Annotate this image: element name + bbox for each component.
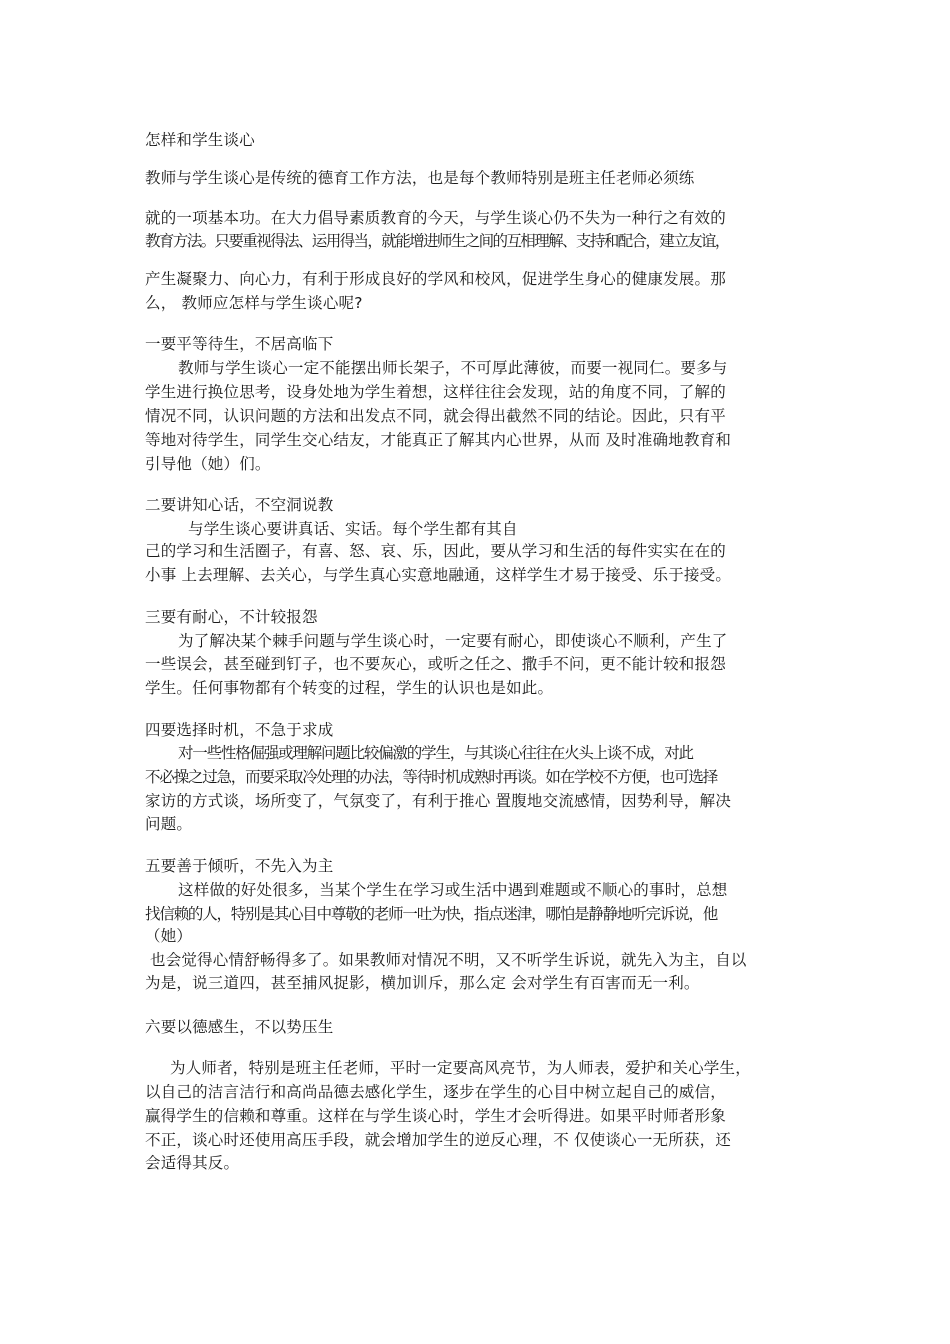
section-heading: 二要讲知心话，不空洞说教 (145, 496, 334, 514)
section-line: 一些误会，甚至碰到钉子，也不要灰心，或听之任之、撒手不问，更不能计较和报怨 (145, 655, 726, 673)
section-line: 引导他（她）们。 (145, 455, 271, 473)
section-line: 小事 上去理解、去关心，与学生真心实意地融通，这样学生才易于接受、乐于接受。 (145, 566, 732, 584)
section-line: 与学生谈心要讲真话、实话。每个学生都有其自 (188, 520, 518, 538)
section-line: 也会觉得心情舒畅得多了。如果教师对情况不明，又不听学生诉说，就先入为主，自以 (150, 951, 747, 969)
section-line: 以自己的洁言洁行和高尚品德去感化学生，逐步在学生的心目中树立起自己的威信， (145, 1083, 726, 1101)
page-title: 怎样和学生谈心 (145, 131, 255, 149)
section-line: 不必操之过急，而要采取冷处理的办法，等待时机成熟时再谈。如在学校不方便，也可选择 (145, 768, 718, 786)
section-line: 会适得其反。 (145, 1154, 240, 1172)
intro-line: 产生凝聚力、向心力，有利于形成良好的学风和校风，促进学生身心的健康发展。那 (145, 270, 726, 288)
section-line: 为人师者，特别是班主任老师，平时一定要高风亮节，为人师表，爱护和关心学生， (170, 1059, 751, 1077)
section-line: 学生进行换位思考，设身处地为学生着想，这样往往会发现，站的角度不同，了解的 (145, 383, 726, 401)
intro-line: 么， 教师应怎样与学生谈心呢? (145, 294, 363, 312)
intro-line: 教育方法。只要重视得法、运用得当，就能增进师生之间的互相理解、支持和配合，建立友谊， (145, 232, 729, 250)
section-heading: 六要以德感生，不以势压生 (145, 1018, 334, 1036)
section-line: 教师与学生谈心一定不能摆出师长架子，不可厚此薄彼，而要一视同仁。要多与 (178, 359, 728, 377)
section-line: 家访的方式谈，场所变了，气氛变了，有利于推心 置腹地交流感情，因势利导，解决 (145, 792, 732, 810)
section-heading: 五要善于倾听，不先入为主 (145, 857, 334, 875)
section-line: 不正，谈心时还使用高压手段，就会增加学生的逆反心理，不 仅使谈心一无所获，还 (145, 1131, 732, 1149)
section-line: 学生。任何事物都有个转变的过程，学生的认识也是如此。 (145, 679, 554, 697)
section-heading: 一要平等待生，不居高临下 (145, 335, 334, 353)
section-line: 等地对待学生，同学生交心结友，才能真正了解其内心世界，从而 及时准确地教育和 (145, 431, 732, 449)
section-line: 为了解决某个棘手问题与学生谈心时，一定要有耐心，即使谈心不顺利，产生了 (178, 632, 728, 650)
section-heading: 四要选择时机，不急于求成 (145, 721, 334, 739)
section-line: 己的学习和生活圈子，有喜、怒、哀、乐，因此，要从学习和生活的每件实实在在的 (145, 542, 726, 560)
section-line: 情况不同，认识问题的方法和出发点不同，就会得出截然不同的结论。因此，只有平 (145, 407, 726, 425)
section-line: 为是，说三道四，甚至捕风捉影，横加训斥，那么定 会对学生有百害而无一利。 (145, 974, 700, 992)
section-line: 赢得学生的信赖和尊重。这样在与学生谈心时，学生才会听得进。如果平时师者形象 (145, 1107, 726, 1125)
intro-line: 就的一项基本功。在大力倡导素质教育的今天，与学生谈心仍不失为一种行之有效的 (145, 209, 726, 227)
intro-line: 教师与学生谈心是传统的德育工作方法，也是每个教师特别是班主任老师必须练 (145, 169, 695, 187)
section-heading: 三要有耐心，不计较报怨 (145, 608, 318, 626)
section-line: 问题。 (145, 815, 193, 833)
section-line: 对一些性格倔强或理解问题比较偏激的学生，与其谈心往往在火头上谈不成，对此 (178, 744, 693, 762)
section-line: （她） (145, 927, 193, 945)
section-line: 找信赖的人，特别是其心目中尊敬的老师一吐为快，指点迷津，哪怕是静静地听完诉说，他 (145, 905, 718, 923)
section-line: 这样做的好处很多，当某个学生在学习或生活中遇到难题或不顺心的事时，总想 (178, 881, 728, 899)
